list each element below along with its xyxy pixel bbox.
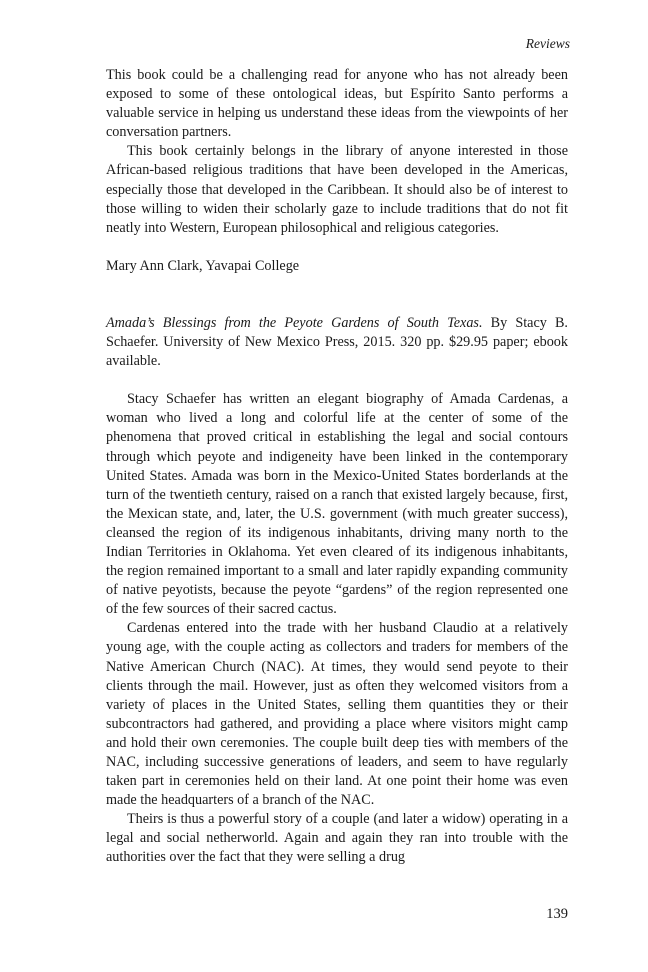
book-title: Amada’s Blessings from the Peyote Gardens of South Texas. [106, 314, 483, 331]
review1-paragraph-1: This book could be a challenging read for anyone who has not already been exposed to some of these ontological ideas, but Espírito Santo performs a valuable service in helping us understand these ideas from the viewpoints of her conversation partners. [106, 67, 568, 141]
page-body [106, 66, 568, 868]
reviewer-signature: Mary Ann Clark, Yavapai College [106, 257, 300, 274]
review2-paragraph-1: Stacy Schaefer has written an elegant biography of Amada Cardenas, a woman who lived a long and colorful life at the center of some of the phenomena that proved critical in establishing the legal and social contours through which peyote and indigeneity have been linked in the contemporary United States. Amada was born in the Mexico-United States borderlands at the turn of the twentieth century, raised on a ranch that existed largely because, first, the Mexican state, and, later, the U.S. government (with much greater success), cleansed the region of its indigenous inhabitants, driving many north to the Indian Territories in Oklahoma. Yet even cleared of its indigenous inhabitants, the region remained important to a small and later rapidly expanding community of native peyotists, because the peyote “gardens” of the region represented one of the few sources of their sacred cactus. [106, 391, 568, 618]
review1-paragraph-2: This book certainly belongs in the library of anyone interested in those African-based religious traditions that have been developed in the Americas, especially those that developed in the Caribbean. It should also be of interest to those willing to widen their scholarly gaze to include traditions that do not fit neatly into Western, European philosophical and religious categories. [106, 143, 568, 236]
page-number: 139 [546, 906, 568, 922]
running-header: Reviews [525, 36, 570, 51]
book-citation [106, 314, 568, 371]
review2-paragraph-2: Cardenas entered into the trade with her husband Claudio at a relatively young age, with the couple acting as collectors and traders for members of the Native American Church (NAC). At times, they would send peyote to their clients through the mail. However, just as often they welcomed visitors from a variety of places in the United States, selling them quantities they or their subcontractors had gathered, and providing a place where visitors might camp and hold their own ceremonies. The couple built deep ties with members of the NAC, including successive generations of leaders, and seem to have regularly taken part in ceremonies held on their land. At one point their home was even made the headquarters of a branch of the NAC. [106, 620, 568, 809]
review2-paragraph-3: Theirs is thus a powerful story of a couple (and later a widow) operating in a legal and social netherworld. Again and again they ran into trouble with the authorities over the fact that they were selling a drug [106, 811, 568, 866]
book-details: By Stacy B. Schaefer. University of New Mexico Press, 2015. 320 pp. $29.95 paper; ebook available. [106, 314, 568, 370]
